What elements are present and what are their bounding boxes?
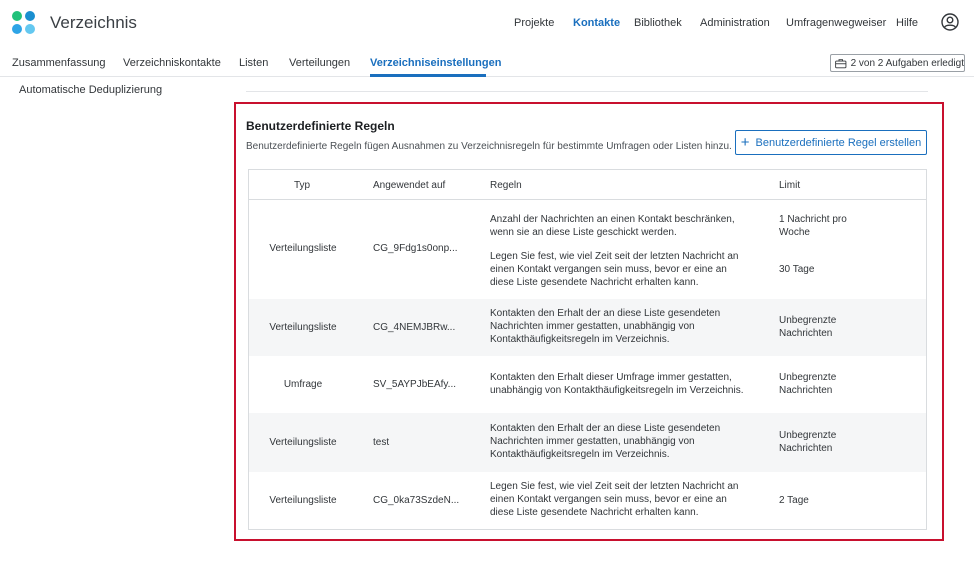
cell-rule: Kontakten den Erhalt der an diese Liste gesendeten Nachrichten immer gestatten, unabhängig von Kontakthäufigkeitsregeln im Verzeichnis. bbox=[490, 308, 721, 345]
tab-bar bbox=[0, 48, 974, 77]
create-rule-button[interactable] bbox=[735, 130, 927, 155]
divider bbox=[246, 91, 928, 92]
cell-type: Verteilungsliste bbox=[269, 495, 337, 506]
nav-projekte[interactable]: Projekte bbox=[514, 17, 555, 29]
cell-limit: 1 Nachricht pro Woche bbox=[779, 214, 847, 238]
cell-limit: Unbegrenzte Nachrichten bbox=[779, 430, 837, 454]
table-row[interactable] bbox=[249, 299, 926, 356]
table-row[interactable] bbox=[249, 472, 926, 529]
column-header-angewendet-auf: Angewendet auf bbox=[373, 180, 446, 191]
plus-icon: + bbox=[740, 134, 750, 151]
sidebar-item-automatische-deduplizierung[interactable]: Automatische Deduplizierung bbox=[19, 84, 163, 96]
tab-listen[interactable]: Listen bbox=[239, 57, 269, 69]
table-header bbox=[249, 170, 926, 200]
tab-verzeichniskontakte[interactable]: Verzeichniskontakte bbox=[123, 57, 221, 69]
cell-rule: Anzahl der Nachrichten an einen Kontakt beschränken, wenn sie an diese Liste geschickt werden. bbox=[490, 214, 735, 238]
active-tab-indicator bbox=[370, 74, 486, 77]
cell-type: Umfrage bbox=[283, 379, 323, 390]
briefcase-icon bbox=[835, 58, 847, 69]
rules-title: Benutzerdefinierte Regeln bbox=[246, 119, 395, 133]
create-rule-button-label: Benutzerdefinierte Regel erstellen bbox=[755, 136, 922, 149]
cell-applied-to[interactable]: SV_5AYPJbEAfy... bbox=[373, 379, 457, 390]
cell-applied-to[interactable]: CG_0ka73SzdeN... bbox=[373, 495, 460, 506]
cell-applied-to[interactable]: CG_9Fdg1s0onp... bbox=[373, 243, 458, 254]
cell-limit: 30 Tage bbox=[779, 264, 815, 275]
cell-applied-to[interactable]: CG_4NEMJBRw... bbox=[373, 322, 456, 333]
rules-table bbox=[248, 169, 927, 530]
nav-kontakte[interactable]: Kontakte bbox=[573, 17, 621, 29]
tab-zusammenfassung[interactable]: Zusammenfassung bbox=[12, 57, 106, 69]
cell-limit: 2 Tage bbox=[779, 495, 809, 506]
cell-type: Verteilungsliste bbox=[269, 322, 337, 333]
cell-type: Verteilungsliste bbox=[269, 243, 337, 254]
tab-verteilungen[interactable]: Verteilungen bbox=[289, 57, 351, 69]
cell-type: Verteilungsliste bbox=[269, 437, 337, 448]
cell-rule: Kontakten den Erhalt der an diese Liste gesendeten Nachrichten immer gestatten, unabhängig von Kontakthäufigkeitsregeln im Verzeichnis. bbox=[490, 423, 721, 460]
nav-bibliothek[interactable]: Bibliothek bbox=[634, 17, 682, 29]
tab-verzeichniseinstellungen[interactable]: Verzeichniseinstellungen bbox=[370, 57, 502, 69]
app-title: Verzeichnis bbox=[50, 13, 137, 32]
logo-icon[interactable] bbox=[12, 11, 36, 35]
column-header-limit: Limit bbox=[779, 180, 801, 191]
user-circle-icon[interactable] bbox=[941, 13, 959, 31]
cell-rule: Kontakten den Erhalt dieser Umfrage immer gestatten, unabhängig von Kontakthäufigkeitsregeln im Verzeichnis. bbox=[490, 372, 744, 396]
table-row[interactable] bbox=[249, 413, 926, 472]
nav-hilfe[interactable]: Hilfe bbox=[896, 17, 919, 29]
cell-rule: Legen Sie fest, wie viel Zeit seit der letzten Nachricht an einen Kontakt vergangen sein muss, bevor er eine an diese Liste gesendete Nachricht erhalten kann. bbox=[490, 251, 739, 288]
column-header-typ: Typ bbox=[294, 180, 311, 191]
cell-applied-to[interactable]: test bbox=[373, 437, 390, 448]
tasks-badge-label: 2 von 2 Aufgaben erledigt bbox=[850, 57, 964, 69]
column-header-regeln: Regeln bbox=[490, 180, 522, 191]
top-bar bbox=[0, 0, 974, 46]
tasks-badge[interactable] bbox=[830, 54, 965, 72]
table-row[interactable] bbox=[249, 356, 926, 413]
table-row[interactable] bbox=[249, 200, 926, 299]
rules-description: Benutzerdefinierte Regeln fügen Ausnahmen zu Verzeichnisregeln für bestimmte Umfragen oder Listen hinzu. bbox=[246, 141, 732, 152]
cell-rule: Legen Sie fest, wie viel Zeit seit der letzten Nachricht an einen Kontakt vergangen sein muss, bevor er eine an diese Liste gesendete Nachricht erhalten kann. bbox=[490, 481, 739, 518]
nav-administration[interactable]: Administration bbox=[700, 17, 770, 29]
cell-limit: Unbegrenzte Nachrichten bbox=[779, 315, 837, 339]
nav-umfragenwegweiser[interactable]: Umfragenwegweiser bbox=[786, 17, 887, 29]
cell-limit: Unbegrenzte Nachrichten bbox=[779, 372, 837, 396]
